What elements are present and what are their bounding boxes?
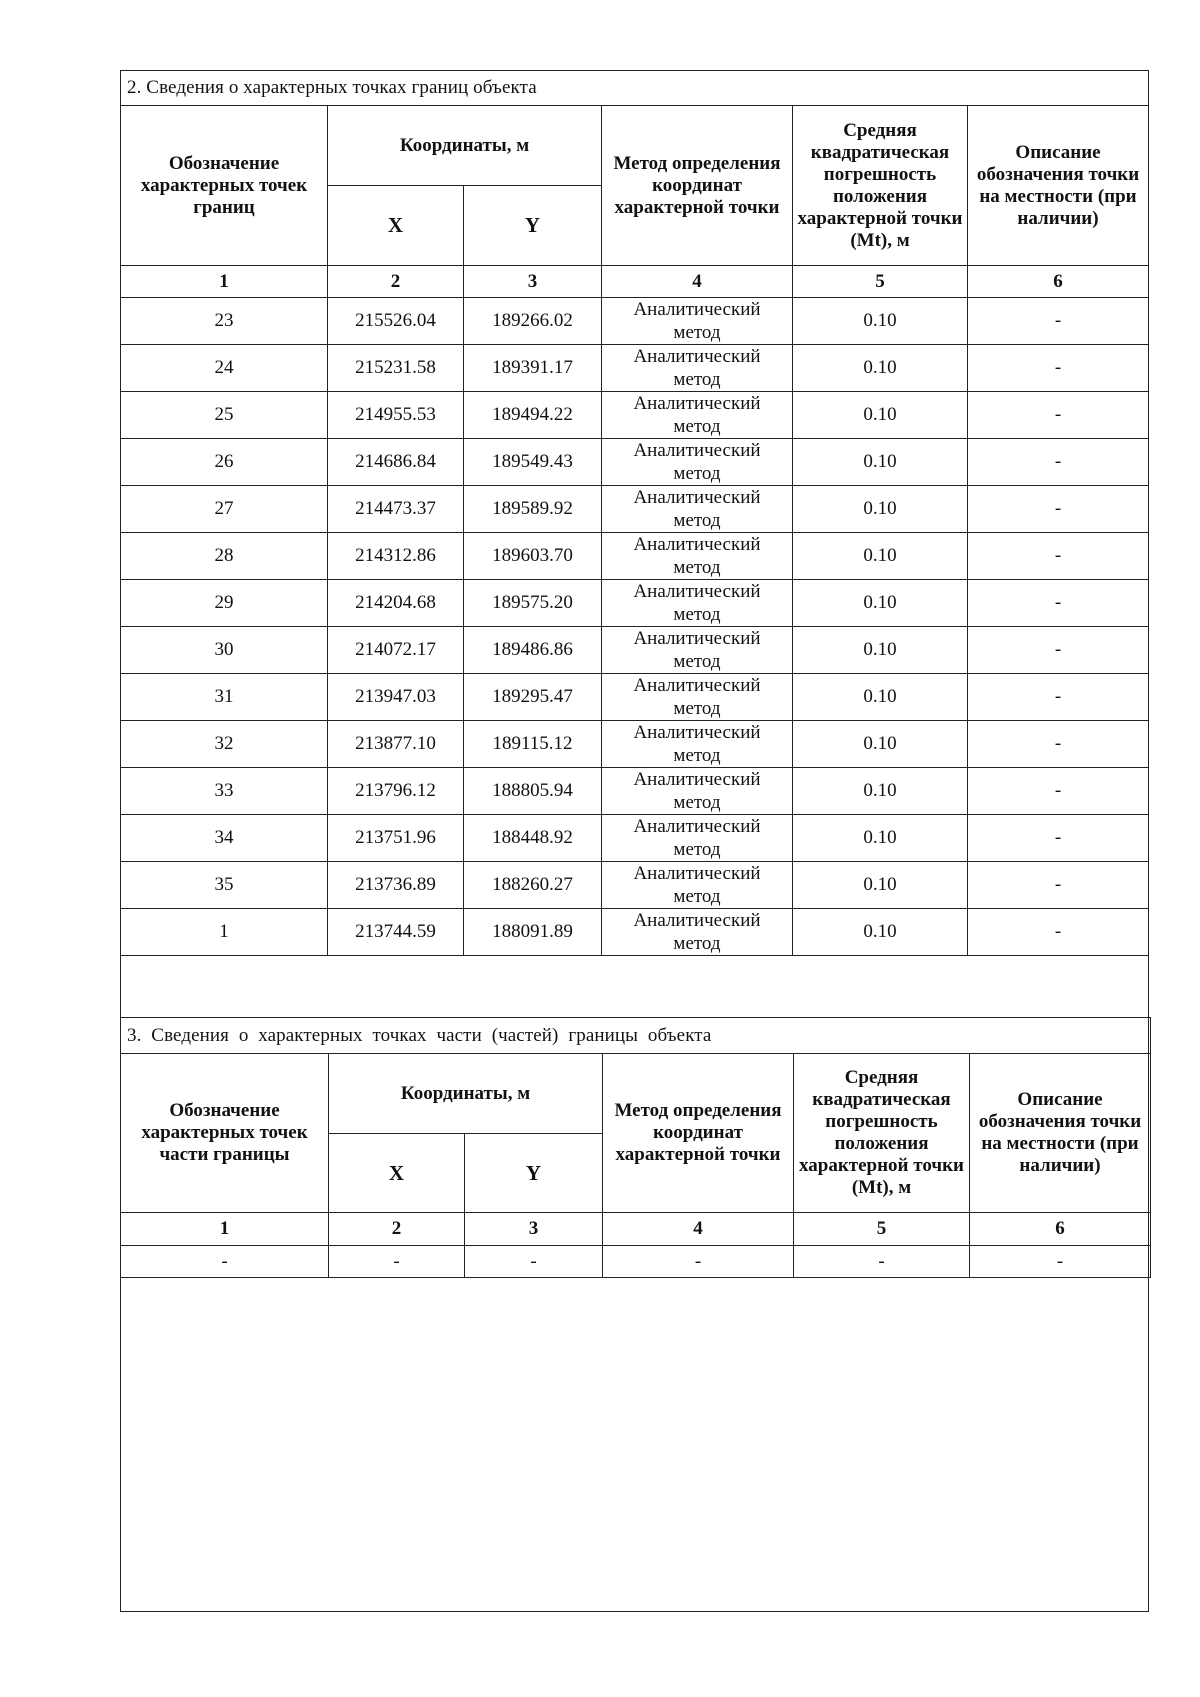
table-row <box>121 627 1149 674</box>
x-cell: 214686.84 <box>328 439 464 486</box>
column-number: 3 <box>464 266 602 298</box>
point-cell: 35 <box>121 862 328 909</box>
method-cell: Аналитический метод <box>602 345 793 392</box>
method-cell: Аналитический метод <box>602 674 793 721</box>
column-number: 6 <box>968 266 1149 298</box>
header-y: Y <box>465 1134 603 1213</box>
mt-cell: - <box>794 1246 970 1278</box>
x-cell: 214204.68 <box>328 580 464 627</box>
description-cell: - <box>968 345 1149 392</box>
point-cell: 29 <box>121 580 328 627</box>
method-cell: Аналитический метод <box>602 721 793 768</box>
section2-title: 2. Сведения о характерных точках границ объекта <box>121 71 1149 106</box>
column-numbers-row <box>121 266 1149 298</box>
column-number: 5 <box>793 266 968 298</box>
mt-cell: 0.10 <box>793 580 968 627</box>
x-cell: 214955.53 <box>328 392 464 439</box>
method-cell: Аналитический метод <box>602 909 793 956</box>
mt-cell: 0.10 <box>793 674 968 721</box>
y-cell: 188448.92 <box>464 815 602 862</box>
method-cell: Аналитический метод <box>602 768 793 815</box>
y-cell: 188091.89 <box>464 909 602 956</box>
description-cell: - <box>968 721 1149 768</box>
method-cell: Аналитический метод <box>602 627 793 674</box>
table-row <box>121 298 1149 345</box>
column-number: 2 <box>328 266 464 298</box>
header-method: Метод определения координат характерной точки <box>603 1054 794 1213</box>
x-cell: 215526.04 <box>328 298 464 345</box>
x-cell: 213751.96 <box>328 815 464 862</box>
x-cell: 213744.59 <box>328 909 464 956</box>
header-description: Описание обозначения точки на местности (при наличии) <box>970 1054 1151 1213</box>
column-number: 2 <box>329 1213 465 1246</box>
section3-table <box>120 1017 1151 1278</box>
section2-table <box>120 70 1149 956</box>
table-row <box>121 392 1149 439</box>
point-cell: 31 <box>121 674 328 721</box>
point-cell: 25 <box>121 392 328 439</box>
header-error: Средняя квадратическая погрешность положения характерной точки (Mt), м <box>794 1054 970 1213</box>
y-cell: 189266.02 <box>464 298 602 345</box>
table-row <box>121 909 1149 956</box>
header-x: X <box>329 1134 465 1213</box>
table-row <box>121 486 1149 533</box>
header-coordinates: Координаты, м <box>329 1054 603 1134</box>
table-row <box>121 815 1149 862</box>
description-cell: - <box>968 298 1149 345</box>
mt-cell: 0.10 <box>793 768 968 815</box>
point-cell: 28 <box>121 533 328 580</box>
x-cell: 213796.12 <box>328 768 464 815</box>
header-designation: Обозначение характерных точек части границы <box>121 1054 329 1213</box>
column-number: 4 <box>602 266 793 298</box>
header-coordinates: Координаты, м <box>328 106 602 186</box>
header-designation: Обозначение характерных точек границ <box>121 106 328 266</box>
y-cell: - <box>465 1246 603 1278</box>
mt-cell: 0.10 <box>793 486 968 533</box>
x-cell: - <box>329 1246 465 1278</box>
header-y: Y <box>464 186 602 266</box>
table-row <box>121 533 1149 580</box>
header-x: X <box>328 186 464 266</box>
column-number: 1 <box>121 1213 329 1246</box>
point-cell: 26 <box>121 439 328 486</box>
column-number: 3 <box>465 1213 603 1246</box>
point-cell: 30 <box>121 627 328 674</box>
description-cell: - <box>968 392 1149 439</box>
description-cell: - <box>970 1246 1151 1278</box>
y-cell: 188260.27 <box>464 862 602 909</box>
description-cell: - <box>968 533 1149 580</box>
point-cell: 32 <box>121 721 328 768</box>
description-cell: - <box>968 486 1149 533</box>
y-cell: 189391.17 <box>464 345 602 392</box>
y-cell: 189295.47 <box>464 674 602 721</box>
section3-title: 3. Сведения о характерных точках части (частей) границы объекта <box>121 1018 1151 1054</box>
point-cell: 33 <box>121 768 328 815</box>
x-cell: 215231.58 <box>328 345 464 392</box>
mt-cell: 0.10 <box>793 533 968 580</box>
description-cell: - <box>968 815 1149 862</box>
table-row <box>121 862 1149 909</box>
description-cell: - <box>968 580 1149 627</box>
table-row <box>121 345 1149 392</box>
x-cell: 213736.89 <box>328 862 464 909</box>
y-cell: 189486.86 <box>464 627 602 674</box>
y-cell: 189549.43 <box>464 439 602 486</box>
method-cell: Аналитический метод <box>602 439 793 486</box>
mt-cell: 0.10 <box>793 862 968 909</box>
method-cell: Аналитический метод <box>602 815 793 862</box>
table-row <box>121 674 1149 721</box>
table-row <box>121 580 1149 627</box>
mt-cell: 0.10 <box>793 439 968 486</box>
method-cell: Аналитический метод <box>602 580 793 627</box>
description-cell: - <box>968 909 1149 956</box>
column-number: 1 <box>121 266 328 298</box>
column-number: 4 <box>603 1213 794 1246</box>
table-row <box>121 439 1149 486</box>
method-cell: Аналитический метод <box>602 486 793 533</box>
x-cell: 214312.86 <box>328 533 464 580</box>
table-row <box>121 768 1149 815</box>
header-description: Описание обозначения точки на местности (при наличии) <box>968 106 1149 266</box>
x-cell: 214473.37 <box>328 486 464 533</box>
mt-cell: 0.10 <box>793 721 968 768</box>
column-number: 5 <box>794 1213 970 1246</box>
x-cell: 214072.17 <box>328 627 464 674</box>
point-cell: 1 <box>121 909 328 956</box>
mt-cell: 0.10 <box>793 909 968 956</box>
header-method: Метод определения координат характерной точки <box>602 106 793 266</box>
method-cell: - <box>603 1246 794 1278</box>
y-cell: 189603.70 <box>464 533 602 580</box>
point-cell: 34 <box>121 815 328 862</box>
point-cell: 24 <box>121 345 328 392</box>
point-cell: - <box>121 1246 329 1278</box>
table-row <box>121 721 1149 768</box>
table-row <box>121 1246 1151 1278</box>
mt-cell: 0.10 <box>793 392 968 439</box>
method-cell: Аналитический метод <box>602 533 793 580</box>
y-cell: 188805.94 <box>464 768 602 815</box>
column-numbers-row <box>121 1213 1151 1246</box>
y-cell: 189494.22 <box>464 392 602 439</box>
header-error: Средняя квадратическая погрешность положения характерной точки (Mt), м <box>793 106 968 266</box>
y-cell: 189589.92 <box>464 486 602 533</box>
description-cell: - <box>968 862 1149 909</box>
method-cell: Аналитический метод <box>602 862 793 909</box>
description-cell: - <box>968 439 1149 486</box>
description-cell: - <box>968 768 1149 815</box>
column-number: 6 <box>970 1213 1151 1246</box>
mt-cell: 0.10 <box>793 627 968 674</box>
y-cell: 189575.20 <box>464 580 602 627</box>
description-cell: - <box>968 674 1149 721</box>
x-cell: 213947.03 <box>328 674 464 721</box>
method-cell: Аналитический метод <box>602 298 793 345</box>
mt-cell: 0.10 <box>793 345 968 392</box>
mt-cell: 0.10 <box>793 815 968 862</box>
point-cell: 27 <box>121 486 328 533</box>
description-cell: - <box>968 627 1149 674</box>
y-cell: 189115.12 <box>464 721 602 768</box>
point-cell: 23 <box>121 298 328 345</box>
x-cell: 213877.10 <box>328 721 464 768</box>
method-cell: Аналитический метод <box>602 392 793 439</box>
mt-cell: 0.10 <box>793 298 968 345</box>
